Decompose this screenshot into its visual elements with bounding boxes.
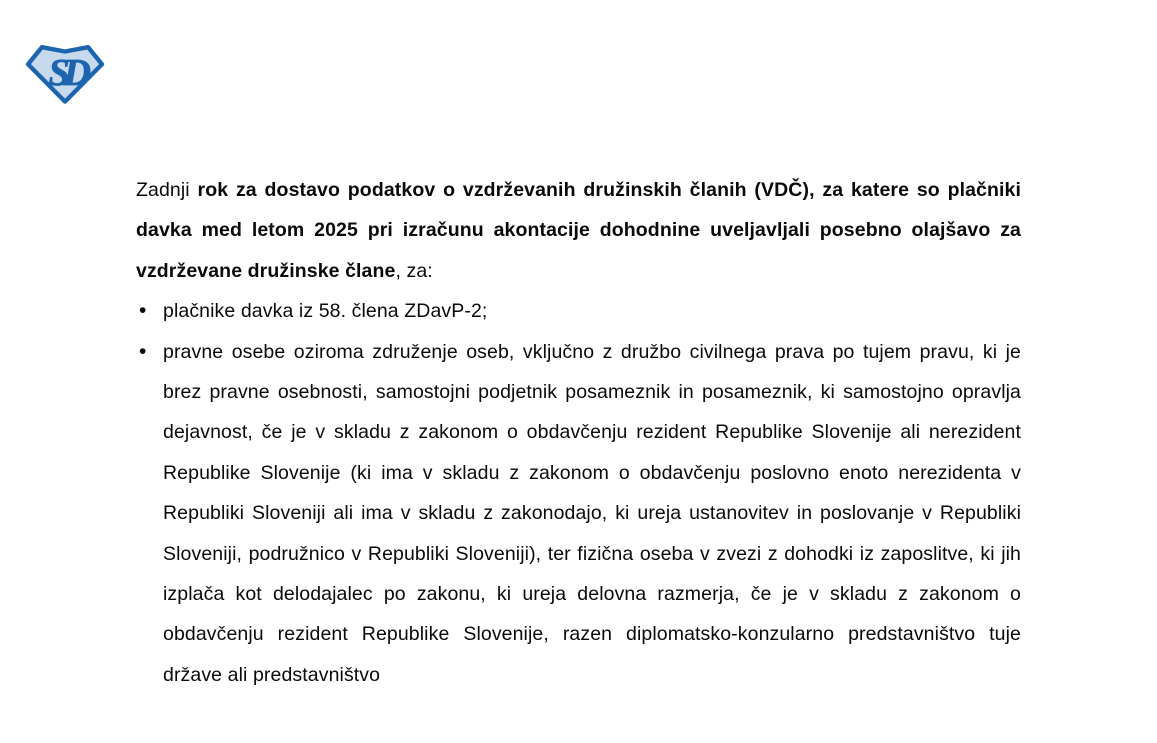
sd-logo — [25, 42, 105, 104]
intro-prefix: Zadnji — [136, 179, 198, 201]
bullet-list — [136, 291, 1021, 695]
intro-suffix: , za: — [395, 259, 433, 282]
intro-bold-text: rok za dostavo podatkov o vzdrževanih družinskih članih (VDČ), za katere so plačniki davka med letom 2025 pri izračunu akontacije dohodnine uveljavljali posebno olajšavo za vzdrževane družinske člane — [136, 179, 1021, 282]
list-item: • plačnike davka iz 58. člena ZDavP-2; — [136, 291, 1021, 331]
document-body — [136, 170, 1021, 695]
sd-logo-letters: SD — [48, 51, 85, 94]
sd-shield-icon — [25, 42, 105, 104]
list-item: • pravne osebe oziroma združenje oseb, vključno z družbo civilnega prava po tujem pravu, ki je brez pravne osebnosti, samostojni podjetnik posameznik in posameznik, ki samostojno opravlja dejavnost, če je v skladu z zakonom o obdavčenju rezident Republike Slovenije ali nerezident Republike Slovenije (ki ima v skladu z zakonom o obdavčenju poslovno enoto nerezidenta v Republiki Sloveniji ali ima v skladu z zakonodajo, ki ureja ustanovitev in poslovanje v Republiki Sloveniji, podružnico v Republiki Sloveniji), ter fizična oseba v zvezi z dohodki iz zaposlitve, ki jih izplača kot delodajalec po zakonu, ki ureja delovna razmerja, če je v skladu z zakonom o obdavčenju rezident Republike Slovenije, razen diplomatsko-konzularno predstavništvo tuje države ali predstavništvo — [136, 332, 1021, 696]
intro-paragraph — [136, 170, 1021, 291]
